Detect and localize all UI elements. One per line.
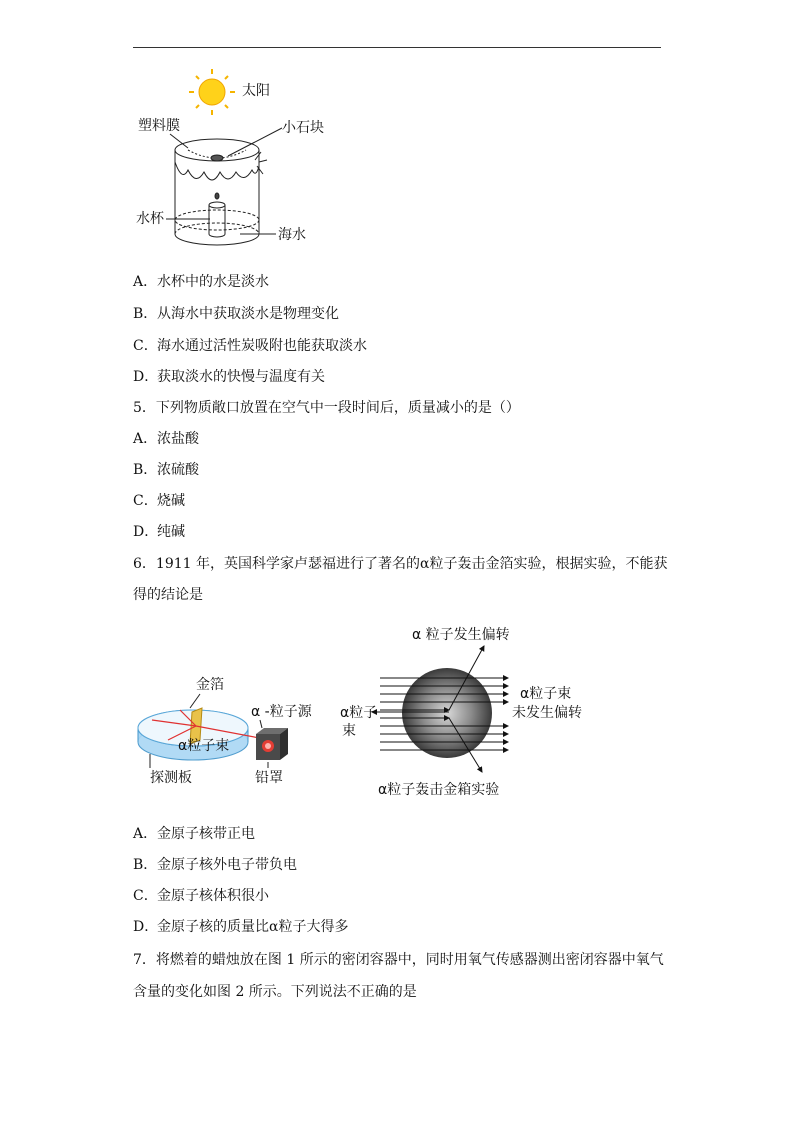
beaker: [175, 139, 267, 245]
option-text: 浓硫酸: [157, 462, 199, 478]
option-letter: C．: [133, 888, 158, 904]
detector-label: 探测板: [150, 770, 192, 786]
q4-option-b: [133, 304, 339, 324]
option-letter: A．: [133, 431, 158, 447]
q7-stem-line2: 含量的变化如图 2 所示。下列说法不正确的是: [133, 984, 417, 1000]
small-stone-label: 小石块: [282, 120, 324, 136]
q5-option-a: [133, 429, 199, 449]
q7-stem-line1: 7．将燃着的蜡烛放在图 1 所示的密闭容器中，同时用氧气传感器测出密闭容器中氧气: [133, 952, 664, 968]
alpha-source-label: α -粒子源: [251, 704, 312, 720]
q6-option-b: [133, 855, 297, 875]
q5-option-d: [133, 522, 185, 542]
q6-option-c: [133, 886, 269, 906]
option-text: 烧碱: [157, 493, 185, 509]
plastic-film-label: 塑料膜: [138, 118, 180, 134]
option-text: 纯碱: [157, 524, 185, 540]
scattering-diagram: [332, 622, 592, 804]
q6-option-a: [133, 824, 255, 844]
q6-option-d: [133, 917, 348, 937]
option-text: 浓盐酸: [157, 431, 199, 447]
q6-stem-line1: 6．1911 年，英国科学家卢瑟福进行了著名的α粒子轰击金箔实验，根据实验，不能获: [133, 556, 668, 572]
rutherford-apparatus-figure: [130, 668, 330, 796]
lead-shield-icon: [256, 728, 288, 760]
gold-atom-ball: [402, 668, 492, 758]
sun-label: 太阳: [242, 83, 270, 99]
option-letter: D．: [133, 919, 159, 935]
alpha-beam-label: α粒子束: [178, 738, 230, 754]
beam-left-label-1: α粒子: [340, 705, 378, 721]
q4-option-a: [133, 272, 269, 292]
q4-option-c: [133, 336, 367, 356]
option-letter: B．: [133, 306, 158, 322]
option-text: 水杯中的水是淡水: [157, 274, 269, 290]
sun-icon: [189, 69, 235, 115]
q5-option-b: [133, 460, 199, 480]
option-letter: A．: [133, 826, 158, 842]
option-letter: D．: [133, 524, 159, 540]
option-text: 金原子核外电子带负电: [157, 857, 297, 873]
option-letter: B．: [133, 462, 158, 478]
header-rule: [133, 47, 661, 48]
q5-option-c: [133, 491, 185, 511]
option-letter: B．: [133, 857, 158, 873]
option-letter: C．: [133, 493, 158, 509]
seawater-label: 海水: [278, 227, 306, 243]
q6-stem-line2: 得的结论是: [133, 587, 203, 603]
option-letter: C．: [133, 338, 158, 354]
option-text: 海水通过活性炭吸附也能获取淡水: [157, 338, 367, 354]
q5-stem: 5．下列物质敞口放置在空气中一段时间后，质量减小的是（）: [133, 400, 520, 416]
option-text: 获取淡水的快慢与温度有关: [157, 369, 325, 385]
gold-foil-label: 金箔: [196, 677, 224, 693]
option-letter: D．: [133, 369, 159, 385]
undeflected-label-2: 未发生偏转: [512, 705, 582, 721]
option-text: 从海水中获取淡水是物理变化: [157, 306, 339, 322]
q4-option-d: [133, 367, 325, 387]
option-text: 金原子核带正电: [157, 826, 255, 842]
undeflected-label-1: α粒子束: [520, 686, 572, 702]
option-text: 金原子核的质量比α粒子大得多: [157, 919, 349, 935]
water-cup-label: 水杯: [136, 211, 164, 227]
option-text: 金原子核体积很小: [157, 888, 269, 904]
scattering-caption: α粒子轰击金箱实验: [378, 782, 500, 798]
beam-left-label-2: 束: [342, 723, 356, 739]
option-letter: A．: [133, 274, 158, 290]
deflected-label: α 粒子发生偏转: [412, 627, 510, 643]
lead-shield-label: 铅罩: [255, 770, 283, 786]
desalination-figure: [130, 62, 340, 262]
